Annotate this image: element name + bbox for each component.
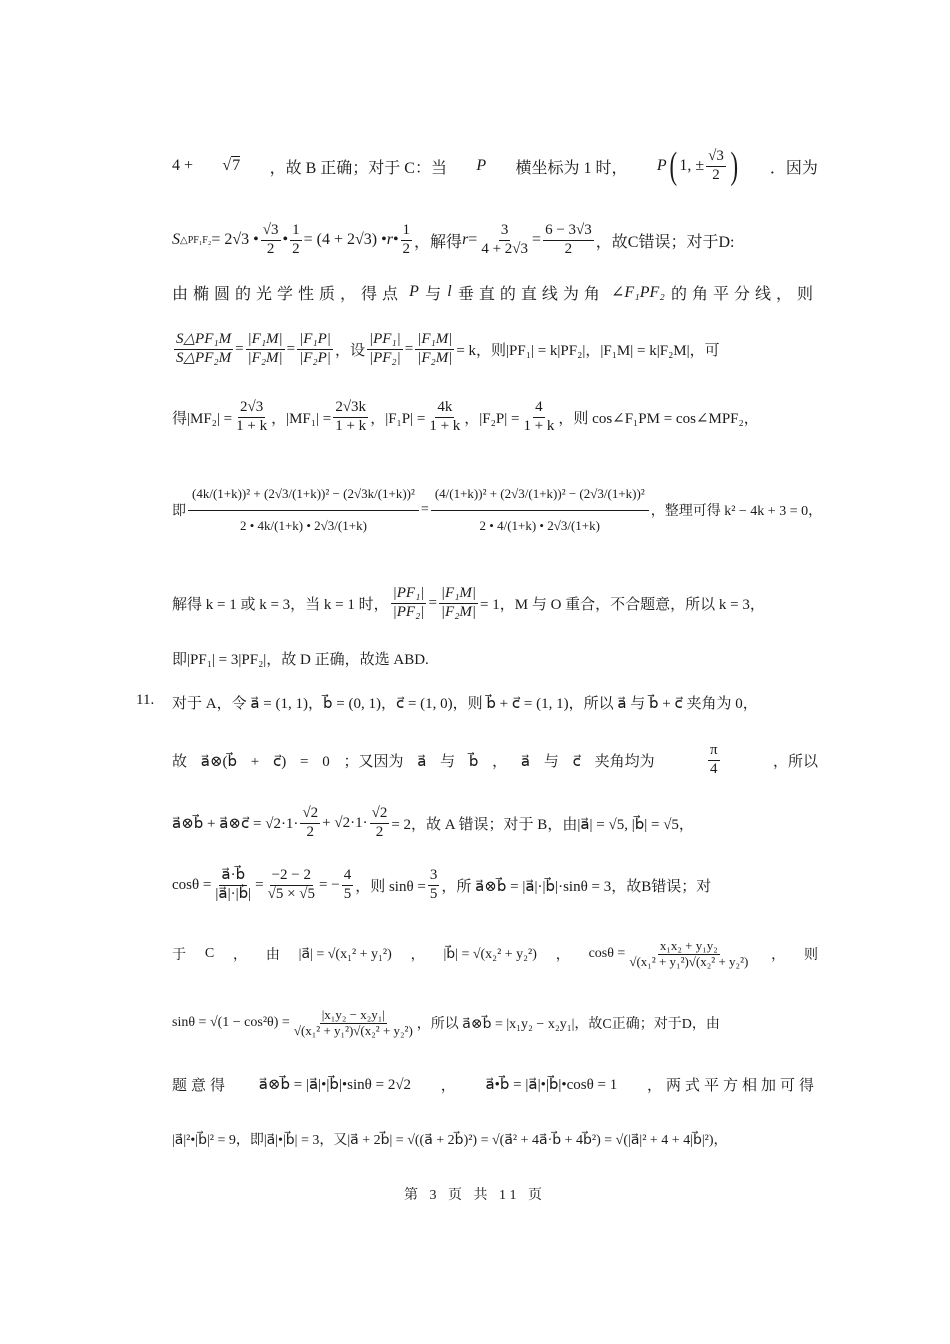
text: =: [420, 502, 429, 517]
text: l: [447, 283, 452, 300]
line-13: [172, 930, 818, 978]
text: =: [468, 231, 478, 248]
text: △PF₁F₂: [180, 234, 212, 246]
text: sinθ = √(1 − cos²θ) =: [172, 1015, 290, 1030]
fraction: $\frac{\text{|F₁M|}}{\text{|F₂M|}}$: [440, 585, 477, 620]
fraction: $\frac{1}{2}$: [292, 222, 300, 257]
line-16: [172, 1126, 818, 1152]
text: = 1，M 与 O 重合，不合题意，所以 k = 3，: [480, 596, 765, 613]
text: •: [282, 231, 289, 248]
text: 即|PF₁| = 3|PF₂|，故 D 正确，故选 ABD.: [172, 651, 429, 668]
text: ，故C错误；对于D:: [595, 233, 735, 251]
text: 得|MF₂| =: [172, 410, 233, 427]
text: ，整理可得 k² − 4k + 3 = 0，: [650, 504, 823, 519]
text: ，设: [334, 342, 365, 359]
text: ，: [555, 948, 570, 963]
text: ，|MF₁| =: [271, 410, 332, 427]
text: ，解得: [414, 233, 463, 251]
line-4: $\frac{\text{S△PF₁M}}{\text{S△PF₂M}}$ = $\frac{\text{|F₁M|}}{\text{|F₂M|}}$ = $\frac{\text{|F₁P|}}{\text{|F₂P|}}$ ，设 $\frac{\text{|PF₁|}}{\text{|PF₂|}}$ = $\frac{\text{|F₁M|}}{\text{|F₂M|}}$ = k，则|PF₁| = k|PF₂|，|F₁M| = k|F₂M|，可: [176, 331, 720, 366]
text: ，所以: [772, 753, 818, 770]
text: 题意得: [172, 1077, 230, 1094]
text: |a⃗| = √(x₁² + y₁²): [298, 946, 392, 962]
line-11: [172, 800, 818, 846]
cos-expression: cosθ = $\frac{\text{x₁x₂ + y₁y₂}}{\text{√(x₁² + y₁²)√(x₂² + y₂²)}}$: [588, 937, 749, 969]
point-p: P ( 1, ± $\frac{√3}{2}$ ): [656, 145, 738, 187]
page-footer: 第 3 页 共 11 页: [404, 1188, 546, 1203]
text: 由椭圆的光学性质，得点: [172, 285, 404, 303]
text: ，: [771, 948, 786, 963]
text: 解得 k = 1 或 k = 3，当 k = 1 时，: [172, 596, 389, 613]
question-number: 11.: [136, 692, 155, 708]
text: √7: [222, 157, 241, 174]
var-p: P: [476, 157, 487, 174]
fraction: $\frac{6 - 3√3}{2}$: [545, 222, 592, 257]
text: 对于 A，令 a⃗ = (1, 1)，b⃗ = (0, 1)，c⃗ = (1, 0)，则 b⃗ + c⃗ = (1, 1)，所以 a⃗ 与 b⃗ + c⃗ 夹角为 0，: [172, 695, 758, 712]
text: = 2√3 •: [211, 231, 259, 248]
line-8: [172, 646, 818, 670]
text: r: [462, 231, 469, 248]
text: ，故 B 正确；对于 C：当: [269, 159, 447, 177]
text: P: [409, 283, 419, 300]
text: S: [172, 231, 180, 248]
fraction: $\frac{\pi}{4}$: [710, 742, 718, 777]
fraction: $\frac{1}{2}$: [402, 222, 411, 257]
text: 4 +: [172, 157, 194, 174]
text: ，: [233, 948, 247, 963]
line-1: [172, 146, 818, 186]
fraction: $\frac{\text{(4k/(1+k))² + (2√3/(1+k))² − (2√3k/(1+k))²}}{2 • 4k/(1+k) • 2√3/(1+k)}$: [188, 479, 419, 542]
text: 横坐标为 1 时，: [515, 159, 628, 177]
fraction: $\frac{√3}{2}$: [262, 222, 279, 257]
fraction: $\frac{2√3k}{1 + k}$: [335, 399, 367, 434]
text: =: [255, 876, 264, 893]
fraction: $\frac{\text{|F₁M|}}{\text{|F₂M|}}$: [417, 331, 453, 366]
text: ，|F₂P| =: [464, 410, 520, 427]
text: =: [532, 231, 542, 248]
text: C: [204, 946, 215, 961]
fraction: $\frac{4}{1 + k}$: [523, 399, 555, 434]
fraction: $\frac{2√3}{1 + k}$: [236, 399, 268, 434]
text: = (4 + 2√3) •: [303, 231, 387, 248]
text: ，则 cos∠F₁PM = cos∠MPF₂，: [558, 410, 759, 427]
text: 故 a⃗⊗(b⃗ + c⃗) = 0 ；又因为 a⃗ 与 b⃗ ， a⃗ 与 c⃗ 夹角均为: [172, 753, 655, 770]
text: 由: [265, 948, 280, 963]
fraction: $\frac{\text{|PF₁|}}{\text{|PF₂|}}$: [392, 585, 425, 620]
text: cosθ =: [172, 876, 212, 893]
line-15: [172, 1072, 818, 1096]
text: = 2，故 A 错误；对于 B，由|a⃗| = √5, |b⃗| = √5，: [391, 816, 694, 833]
line-10: [172, 738, 818, 782]
line-3: [172, 280, 818, 304]
text: = k，则|PF₁| = k|PF₂|，|F₁M| = k|F₂M|，可: [456, 342, 720, 359]
line-9: [172, 690, 818, 714]
fraction: $\frac{\text{|F₁P|}}{\text{|F₂P|}}$: [299, 331, 331, 366]
fraction: $\frac{4}{5}$: [343, 867, 352, 902]
text: a⃗•b⃗ = |a⃗|•|b⃗|•cosθ = 1: [485, 1076, 618, 1093]
fraction: $\frac{\text{|x₁y₂ − x₂y₁|}}{\text{√(x₁² + y₁²)√(x₂² + y₂²)}}$: [293, 1006, 413, 1038]
text: |a⃗|²•|b⃗|² = 9，即|a⃗|•|b⃗| = 3，又|a⃗ + 2b⃗| = √((a⃗ + 2b⃗)²) = √(a⃗² + 4a⃗·b⃗ + 4b⃗²) = √(|a⃗|² + 4 + 4|b⃗|²)，: [172, 1133, 728, 1148]
fraction: $\frac{\text{|PF₁|}}{\text{|PF₂|}}$: [368, 331, 401, 366]
fraction: $\frac{3}{4 + 2√3}$: [481, 222, 529, 257]
text: a⃗⊗b⃗ = |a⃗|•|b⃗|•sinθ = 2√2: [258, 1076, 412, 1093]
text: =: [428, 594, 437, 611]
text: a⃗⊗b⃗ + a⃗⊗c⃗ = √2·1·: [172, 815, 299, 832]
text: r: [386, 231, 393, 248]
line-14: [172, 998, 818, 1048]
text: ，: [410, 948, 425, 963]
text: 即: [172, 504, 186, 519]
fraction: $\frac{a⃗\cdot b⃗}{|a⃗|\cdot|b⃗|}$: [215, 867, 252, 902]
line-2: [172, 218, 818, 262]
line-6: [172, 460, 823, 560]
line-5: [172, 395, 818, 439]
fraction: $\frac{4k}{1 + k}$: [429, 399, 461, 434]
line-12: [172, 862, 818, 908]
fraction: $\frac{-2 - 2}{√5 \times √5}$: [267, 867, 316, 902]
text: 与: [425, 285, 442, 303]
text: ，|F₁P| =: [370, 410, 426, 427]
text: ．因为: [769, 159, 818, 177]
text: 垂直的直线为角: [457, 285, 605, 303]
fraction: $\frac{\text{S△PF₁M}}{\text{S△PF₂M}}$: [176, 331, 232, 366]
text: ，则 sinθ =: [355, 878, 426, 895]
text: ，所 a⃗⊗b⃗ = |a⃗|·|b⃗|·sinθ = 3，故B错误；对: [441, 878, 712, 895]
fraction: $\frac{3}{5}$: [429, 867, 438, 902]
text: 则: [803, 948, 818, 963]
text: 于: [172, 948, 186, 963]
text: ，: [440, 1077, 456, 1094]
fraction: $\frac{√2}{2}$: [371, 805, 388, 840]
text: ∠F₁PF₂: [610, 284, 665, 301]
text: •: [392, 231, 399, 248]
text: 的角平分线，则: [670, 285, 818, 303]
text: = −: [319, 876, 340, 893]
fraction: $\frac{\text{|F₁M|}}{\text{|F₂M|}}$: [247, 331, 283, 366]
fraction: $\frac{\text{(4/(1+k))² + (2√3/(1+k))² − (2√3/(1+k))²}}{2 • 4/(1+k) • 2√3/(1+k)}$: [431, 479, 649, 542]
fraction: $\frac{√2}{2}$: [302, 805, 319, 840]
text: + √2·1·: [322, 814, 368, 831]
text: ，所以 a⃗⊗b⃗ = |x₁y₂ − x₂y₁|，故C正确；对于D，由: [416, 1017, 720, 1032]
line-7: [172, 580, 818, 626]
text: |b⃗| = √(x₂² + y₂²): [443, 946, 537, 962]
text: ，两式平方相加可得: [646, 1077, 818, 1094]
